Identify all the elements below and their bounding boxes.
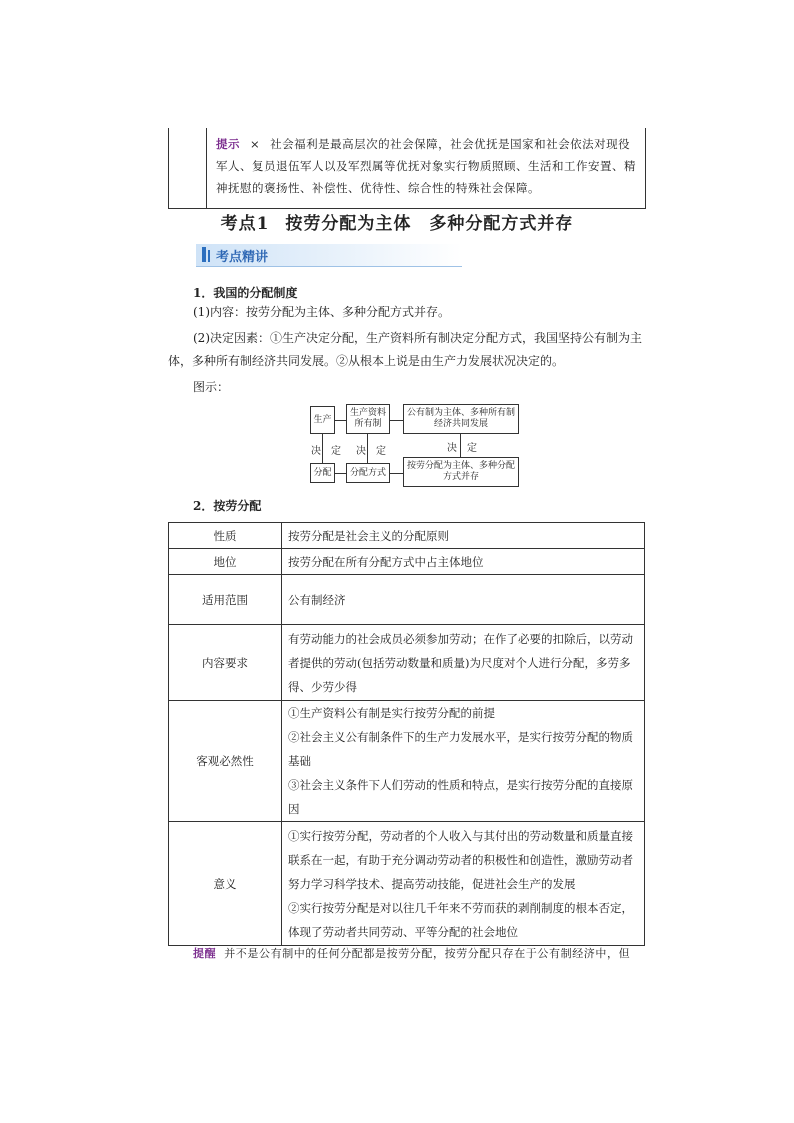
connector-production-ownership [335,420,346,421]
diagram-box-distribution: 分配 [310,463,335,483]
part1-factors-line2: 体，多种所有制经济共同发展。②从根本上说是由生产力发展状况决定的。 [168,354,565,368]
diagram-box-distribution-structure: 按劳分配为主体、多种分配方式并存 [403,457,519,487]
table-cell-value: 有劳动能力的社会成员必须参加劳动；在作了必要的扣除后，以劳动者提供的劳动(包括劳动数量和质量)为尺度对个人进行分配，多劳多得、少劳少得 [282,625,645,701]
table-cell-value: 按劳分配在所有分配方式中占主体地位 [282,549,645,575]
diagram-box-production: 生产 [310,406,335,434]
diagram-label-decide-3: 决 定 [447,443,477,454]
part1-heading: 1．我国的分配制度 [193,286,298,300]
connector-mode-structure [390,473,403,474]
connector-ownership-structure [390,420,403,421]
tip-text: 社会福利是最高层次的社会保障，社会优抚是国家和社会依法对现役军人、复员退伍军人以及军烈属等优抚对象实行物质照顾、生活和工作安置、精神抚慰的褒扬性、补偿性、优待性、综合性的特殊社会保障。 [216,137,636,195]
table-row [169,575,645,625]
table-cell-key: 内容要求 [169,625,282,701]
connector-distribution-mode [335,473,346,474]
table-cell-value: ①实行按劳分配，劳动者的个人收入与其付出的劳动数量和质量直接联系在一起，有助于充分调动劳动者的积极性和创造性，激励劳动者努力学习科学技术、提高劳动技能，促进社会生产的发展 ②实行按劳分配是对以往几千年来不劳而获的剥削制度的根本否定，体现了劳动者共同劳动、平等分配的社会地位 [282,822,645,946]
distribution-table [168,522,645,946]
banner-label: 考点精讲 [216,250,269,265]
diagram-box-distribution-mode: 分配方式 [346,463,390,483]
table-row [169,549,645,575]
table-cell-key: 客观必然性 [169,701,282,822]
section-title-text: 按劳分配为主体 多种分配方式并存 [285,214,574,234]
table-cell-key: 性质 [169,523,282,549]
table-row [169,701,645,822]
figure-label: 图示： [193,380,230,394]
table-cell-value: 按劳分配是社会主义的分配原则 [282,523,645,549]
table-cell-key: 地位 [169,549,282,575]
table-row [169,523,645,549]
diagram-label-decide-2: 决 定 [356,446,386,457]
reminder-block [193,945,630,961]
table-cell-value: 公有制经济 [282,575,645,625]
table-row [169,822,645,946]
diagram-box-ownership: 生产资料所有制 [346,404,390,434]
table-cell-key: 适用范围 [169,575,282,625]
part1-content: (1)内容：按劳分配为主体、多种分配方式并存。 [193,305,450,319]
part2-heading: 2．按劳分配 [193,499,262,513]
tip-label: 提示 [216,137,240,151]
diagram-box-ownership-structure: 公有制为主体、多种所有制经济共同发展 [403,404,519,434]
diagram-label-decide-1: 决 定 [311,446,341,457]
reminder-label: 提醒 [193,947,217,960]
tip-mark: × [250,137,261,151]
part1-factors-line1: (2)决定因素：①生产决定分配，生产资料所有制决定分配方式，我国坚持公有制为主 [193,331,643,345]
table-row [169,625,645,701]
table-cell-value: ①生产资料公有制是实行按劳分配的前提 ②社会主义公有制条件下的生产力发展水平，是实行按劳分配的物质基础 ③社会主义条件下人们劳动的性质和特点，是实行按劳分配的直接原因 [282,701,645,822]
section-number: 考点1 [220,214,270,234]
reminder-text: 并不是公有制中的任何分配都是按劳分配，按劳分配只存在于公有制经济中，但 [224,947,631,960]
table-cell-key: 意义 [169,822,282,946]
